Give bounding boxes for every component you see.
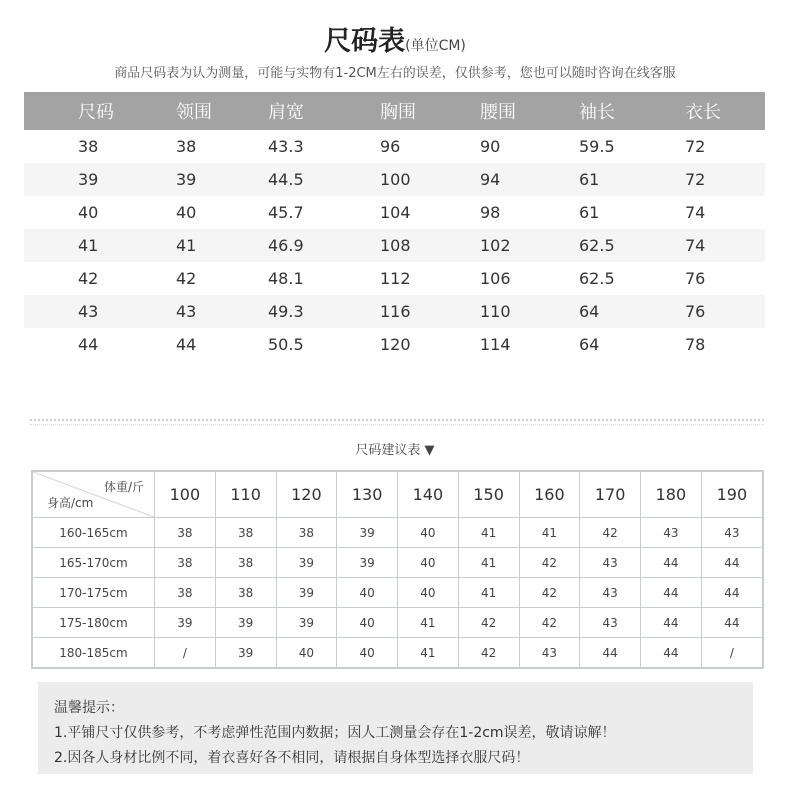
height-axis-label: 身高/cm — [47, 496, 94, 510]
height-range-cell: 175-180cm — [32, 608, 155, 638]
size-cell: 38 — [176, 137, 197, 156]
recommended-size-cell: 39 — [276, 548, 337, 578]
weight-header-cell: 160 — [519, 471, 580, 518]
recommended-size-cell: 41 — [398, 638, 459, 669]
recommended-size-cell: 40 — [337, 638, 398, 669]
recommended-size-cell: 40 — [398, 578, 459, 608]
recommended-size-cell: 44 — [701, 608, 763, 638]
size-cell: 102 — [480, 236, 511, 255]
recommended-size-cell: 38 — [155, 518, 216, 548]
size-cell: 114 — [480, 335, 511, 354]
size-chart-row — [24, 130, 765, 163]
weight-header-row — [32, 471, 763, 518]
height-range-cell: 180-185cm — [32, 638, 155, 669]
header-length: 衣长 — [685, 102, 721, 123]
unit-label: (单位CM) — [405, 38, 466, 54]
size-cell: 59.5 — [579, 137, 615, 156]
recommended-size-cell: 41 — [458, 578, 519, 608]
size-cell: 44.5 — [268, 170, 304, 189]
header-size: 尺码 — [78, 102, 114, 123]
weight-header-cell: 140 — [398, 471, 459, 518]
header-sleeve: 袖长 — [579, 102, 615, 123]
page-title-block — [0, 24, 790, 64]
recommended-size-cell: 43 — [641, 518, 702, 548]
height-row — [32, 548, 763, 578]
size-cell: 38 — [78, 137, 99, 156]
size-chart-row — [24, 328, 765, 361]
tips-box — [38, 682, 753, 774]
recommended-size-cell: 42 — [458, 608, 519, 638]
height-range-cell: 170-175cm — [32, 578, 155, 608]
recommended-size-cell: 44 — [580, 638, 641, 669]
weight-header-cell: 170 — [580, 471, 641, 518]
size-chart-row — [24, 196, 765, 229]
recommended-size-cell: 43 — [580, 548, 641, 578]
recommended-size-cell: 41 — [519, 518, 580, 548]
size-cell: 41 — [176, 236, 197, 255]
size-cell: 39 — [78, 170, 99, 189]
size-cell: 100 — [380, 170, 411, 189]
measurement-note: 商品尺码表为认为测量，可能与实物有1-2CM左右的误差，仅供参考，您也可以随时咨询在线客服 — [114, 66, 676, 81]
recommended-size-cell: 40 — [337, 608, 398, 638]
recommended-size-cell: 39 — [215, 608, 276, 638]
tips-line-2: 2.因各人身材比例不同，着衣喜好各不相同，请根据自身体型选择衣服尺码！ — [54, 750, 530, 766]
weight-header-cell: 120 — [276, 471, 337, 518]
size-chart-row — [24, 163, 765, 196]
recommended-size-cell: / — [155, 638, 216, 669]
size-chart-table — [24, 92, 765, 361]
recommended-size-cell: 44 — [701, 578, 763, 608]
height-row — [32, 578, 763, 608]
size-cell: 49.3 — [268, 302, 304, 321]
size-cell: 43 — [176, 302, 197, 321]
recommended-size-cell: 39 — [155, 608, 216, 638]
size-cell: 40 — [78, 203, 99, 222]
recommended-size-cell: 39 — [337, 518, 398, 548]
size-chart-row — [24, 295, 765, 328]
recommend-title: 尺码建议表 ▼ — [355, 443, 435, 458]
size-cell: 61 — [579, 170, 600, 189]
recommended-size-cell: 42 — [580, 518, 641, 548]
size-cell: 43 — [78, 302, 99, 321]
recommended-size-cell: 44 — [701, 548, 763, 578]
size-cell: 46.9 — [268, 236, 304, 255]
recommended-size-cell: 41 — [398, 608, 459, 638]
size-cell: 104 — [380, 203, 411, 222]
size-cell: 106 — [480, 269, 511, 288]
size-cell: 50.5 — [268, 335, 304, 354]
weight-header-cell: 130 — [337, 471, 398, 518]
height-range-cell: 160-165cm — [32, 518, 155, 548]
recommended-size-cell: 38 — [215, 518, 276, 548]
size-cell: 76 — [685, 302, 706, 321]
size-cell: 61 — [579, 203, 600, 222]
recommended-size-cell: 38 — [155, 578, 216, 608]
size-cell: 98 — [480, 203, 501, 222]
weight-header-cell: 110 — [215, 471, 276, 518]
section-divider — [30, 419, 764, 425]
size-cell: 43.3 — [268, 137, 304, 156]
size-chart-row — [24, 229, 765, 262]
size-cell: 64 — [579, 302, 600, 321]
size-cell: 76 — [685, 269, 706, 288]
corner-cell — [32, 471, 155, 518]
recommended-size-cell: 38 — [215, 548, 276, 578]
weight-header-cell: 150 — [458, 471, 519, 518]
recommended-size-cell: 43 — [519, 638, 580, 669]
size-cell: 62.5 — [579, 236, 615, 255]
size-cell: 112 — [380, 269, 411, 288]
recommended-size-cell: 43 — [580, 608, 641, 638]
recommended-size-cell: / — [701, 638, 763, 669]
recommended-size-cell: 44 — [641, 578, 702, 608]
recommended-size-cell: 40 — [398, 548, 459, 578]
size-cell: 72 — [685, 170, 706, 189]
size-chart-header-row — [24, 92, 765, 130]
recommended-size-cell: 41 — [458, 518, 519, 548]
size-cell: 90 — [480, 137, 501, 156]
size-cell: 40 — [176, 203, 197, 222]
size-cell: 74 — [685, 203, 706, 222]
header-neck: 领围 — [176, 102, 212, 123]
size-cell: 116 — [380, 302, 411, 321]
size-cell: 78 — [685, 335, 706, 354]
tips-heading: 温馨提示： — [54, 700, 124, 716]
recommended-size-cell: 38 — [155, 548, 216, 578]
size-cell: 74 — [685, 236, 706, 255]
size-cell: 72 — [685, 137, 706, 156]
recommended-size-cell: 39 — [276, 608, 337, 638]
tips-line-1: 1.平铺尺寸仅供参考，不考虑弹性范围内数据；因人工测量会存在1-2cm误差，敬请谅解！ — [54, 725, 616, 741]
weight-header-cell: 180 — [641, 471, 702, 518]
recommended-size-cell: 42 — [519, 548, 580, 578]
size-cell: 48.1 — [268, 269, 304, 288]
recommended-size-cell: 43 — [701, 518, 763, 548]
recommended-size-cell: 40 — [398, 518, 459, 548]
size-chart-row — [24, 262, 765, 295]
recommended-size-cell: 39 — [276, 578, 337, 608]
size-cell: 94 — [480, 170, 501, 189]
recommended-size-cell: 42 — [519, 578, 580, 608]
recommended-size-cell: 38 — [215, 578, 276, 608]
header-shoulder: 肩宽 — [268, 102, 304, 123]
page-title: 尺码表 — [324, 26, 406, 57]
size-cell: 64 — [579, 335, 600, 354]
recommended-size-cell: 42 — [519, 608, 580, 638]
size-cell: 44 — [78, 335, 99, 354]
size-cell: 120 — [380, 335, 411, 354]
size-cell: 45.7 — [268, 203, 304, 222]
recommended-size-cell: 39 — [215, 638, 276, 669]
recommended-size-cell: 44 — [641, 638, 702, 669]
size-cell: 41 — [78, 236, 99, 255]
size-cell: 108 — [380, 236, 411, 255]
height-row — [32, 518, 763, 548]
size-cell: 42 — [78, 269, 99, 288]
recommended-size-cell: 44 — [641, 608, 702, 638]
size-cell: 44 — [176, 335, 197, 354]
header-waist: 腰围 — [480, 102, 516, 123]
recommended-size-cell: 40 — [276, 638, 337, 669]
recommended-size-cell: 39 — [337, 548, 398, 578]
header-chest: 胸围 — [380, 102, 416, 123]
recommended-size-cell: 41 — [458, 548, 519, 578]
height-range-cell: 165-170cm — [32, 548, 155, 578]
size-cell: 110 — [480, 302, 511, 321]
recommended-size-cell: 44 — [641, 548, 702, 578]
recommended-size-cell: 40 — [337, 578, 398, 608]
size-cell: 42 — [176, 269, 197, 288]
height-row — [32, 638, 763, 669]
weight-header-cell: 100 — [155, 471, 216, 518]
size-cell: 62.5 — [579, 269, 615, 288]
weight-header-cell: 190 — [701, 471, 763, 518]
weight-axis-label: 体重/斤 — [103, 480, 144, 494]
size-cell: 39 — [176, 170, 197, 189]
size-recommendation-table — [31, 470, 764, 669]
height-row — [32, 608, 763, 638]
recommended-size-cell: 38 — [276, 518, 337, 548]
size-cell: 96 — [380, 137, 401, 156]
recommended-size-cell: 42 — [458, 638, 519, 669]
recommended-size-cell: 43 — [580, 578, 641, 608]
